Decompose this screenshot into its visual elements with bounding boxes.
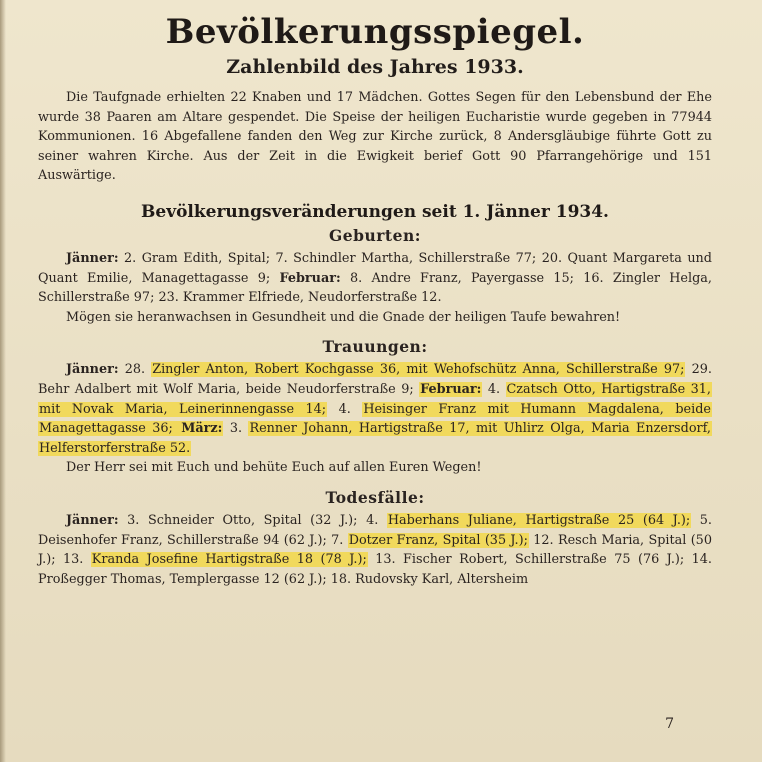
- weddings-text: 3.: [223, 421, 249, 437]
- page-subtitle: Zahlenbild des Jahres 1933.: [226, 56, 524, 78]
- deaths-heading: Todesfälle:: [325, 487, 425, 507]
- changes-heading: Bevölkerungsveränderungen seit 1. Jänner 1934.: [141, 201, 609, 222]
- deaths-paragraph: [38, 511, 712, 589]
- month-label: Jänner:: [66, 250, 119, 266]
- highlighted-entry: Dotzer Franz, Spital (35 J.);: [348, 532, 528, 548]
- weddings-blessing: Der Herr sei mit Euch und behüte Euch auf allen Euren Wegen!: [66, 460, 482, 476]
- highlighted-entry: Heisinger Franz mit Humann Magdalena, beide Managettagasse 36;: [39, 401, 711, 437]
- births-heading: Geburten:: [329, 225, 421, 245]
- highlighted-entry: Zingler Anton, Robert Kochgasse 36, mit Wehofschütz Anna, Schillerstraße 97;: [152, 362, 685, 378]
- intro-paragraph: Die Taufgnade erhielten 22 Knaben und 17 Mädchen. Gottes Segen für den Lebensbund der Ehe wurde 38 Paaren am Altare gespendet. Die Speise der heiligen Eucharistie wurde gegeben in 77944 Kommunionen. 16 Abgefallene fanden den Weg zur Kirche zurück, 8 Andersgläubige führte Gott zu seiner wahren Kirche. Aus der Zeit in die Ewigkeit berief Gott 90 Pfarrangehörige und 151 Auswärtige.: [38, 90, 712, 184]
- weddings-paragraph: [38, 360, 712, 458]
- highlighted-entry: Renner Johann, Hartigstraße 17, mit Uhlirz Olga, Maria Enzersdorf, Helferstorferstraße 52.: [39, 421, 711, 456]
- weddings-text: 4.: [482, 381, 506, 397]
- page-title: Bevölkerungsspiegel.: [165, 12, 585, 52]
- deaths-text: 12. Resch Maria, Spital (50 J.); 13.: [38, 532, 712, 568]
- births-wish: Mögen sie heranwachsen in Gesundheit und die Gnade der heiligen Taufe bewahren!: [66, 309, 621, 325]
- weddings-text: 28.: [118, 362, 152, 378]
- deaths-text: 13. Fischer Robert, Schillerstraße 75 (76 J.); 14. Proßegger Thomas, Templergasse 12 (62 J.); 18. Rudovsky Karl, Altersheim: [38, 552, 713, 587]
- month-label: Februar:: [420, 381, 482, 397]
- highlighted-entry: Kranda Josefine Hartigstraße 18 (78 J.);: [91, 552, 367, 568]
- weddings-heading: Trauungen:: [322, 337, 428, 357]
- month-label: Jänner:: [66, 512, 119, 528]
- page-number: 7: [665, 716, 674, 732]
- month-label: Februar:: [279, 270, 341, 286]
- month-label: Jänner:: [66, 362, 119, 378]
- deaths-text: 5. Deisenhofer Franz, Schillerstraße 94 (62 J.); 7.: [38, 512, 712, 548]
- births-text-1: 2. Gram Edith, Spital; 7. Schindler Martha, Schillerstraße 77; 20. Quant Margareta und Quant Emilie, Managettagasse 9;: [38, 250, 712, 286]
- births-text-2: 8. Andre Franz, Payergasse 15; 16. Zingler Helga, Schillerstraße 97; 23. Krammer Elfriede, Neudorferstraße 12.: [38, 270, 712, 306]
- highlighted-entry: Czatsch Otto, Hartigstraße 31, mit Novak Maria, Leinerinnengasse 14;: [39, 381, 711, 417]
- births-paragraph: [38, 249, 712, 308]
- weddings-text: 4.: [327, 401, 363, 417]
- deaths-text: 3. Schneider Otto, Spital (32 J.); 4.: [118, 512, 387, 528]
- month-label: März:: [181, 421, 223, 437]
- highlighted-entry: Haberhans Juliane, Hartigstraße 25 (64 J.);: [387, 512, 691, 528]
- weddings-text: 29. Behr Adalbert mit Wolf Maria, beide Neudorferstraße 9;: [38, 362, 712, 397]
